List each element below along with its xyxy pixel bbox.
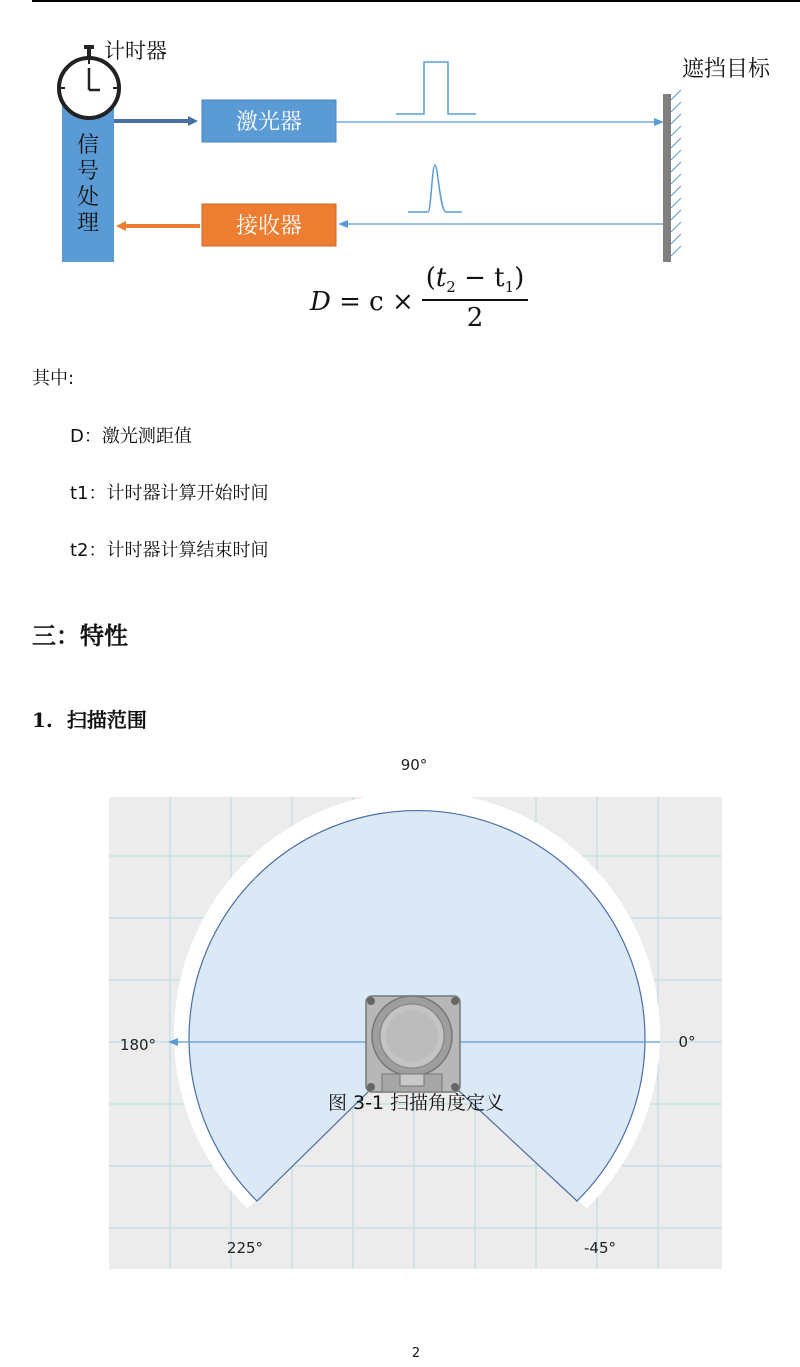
subsection-heading (32, 704, 147, 733)
target-label: 遮挡目标 (682, 57, 771, 82)
formula-lhs: D = c × (310, 287, 414, 317)
fraction-bar (422, 299, 528, 301)
tof-diagram (0, 0, 800, 270)
angle-label-90: 90° (400, 756, 428, 774)
distance-formula (310, 255, 550, 345)
figure-caption: 图 3-1 扫描角度定义 (327, 1092, 505, 1114)
definitions-intro: 其中: (32, 368, 75, 389)
subsection-number: 1. (32, 708, 53, 732)
signal-box-char: 信 (76, 133, 100, 158)
section-heading: 三：特性 (32, 622, 128, 650)
formula-numerator: $(t_2 - t_1)$ (425, 263, 525, 297)
signal-to-laser-arrow (114, 116, 198, 126)
reflected-beam (338, 220, 664, 228)
angle-label-minus45: -45° (584, 1239, 616, 1257)
signal-box-text (77, 133, 99, 236)
angle-label-180: 180° (119, 1036, 157, 1054)
scan-range-figure (0, 750, 800, 1330)
formula-denominator: 2 (466, 303, 484, 333)
subsection-title: 扫描范围 (66, 708, 147, 732)
target-wall (663, 90, 681, 262)
timer-label: 计时器 (104, 39, 167, 63)
emitted-beam (336, 118, 664, 126)
signal-box-char: 理 (76, 211, 100, 236)
definition-item: t1：计时器计算开始时间 (70, 483, 269, 504)
receiver-label: 接收器 (235, 214, 303, 239)
receiver-to-signal-arrow (116, 221, 200, 231)
definition-item: D：激光测距值 (70, 426, 192, 447)
page-number: 2 (411, 1346, 421, 1361)
emitted-pulse (396, 62, 476, 114)
signal-box-char: 号 (76, 159, 100, 184)
laser-label: 激光器 (235, 110, 303, 135)
signal-box-char: 处 (76, 185, 100, 210)
lidar-sensor (366, 996, 460, 1092)
angle-label-225: 225° (226, 1239, 264, 1257)
definition-item: t2：计时器计算结束时间 (70, 540, 269, 561)
received-pulse (408, 165, 462, 212)
angle-label-0: 0° (678, 1033, 696, 1051)
